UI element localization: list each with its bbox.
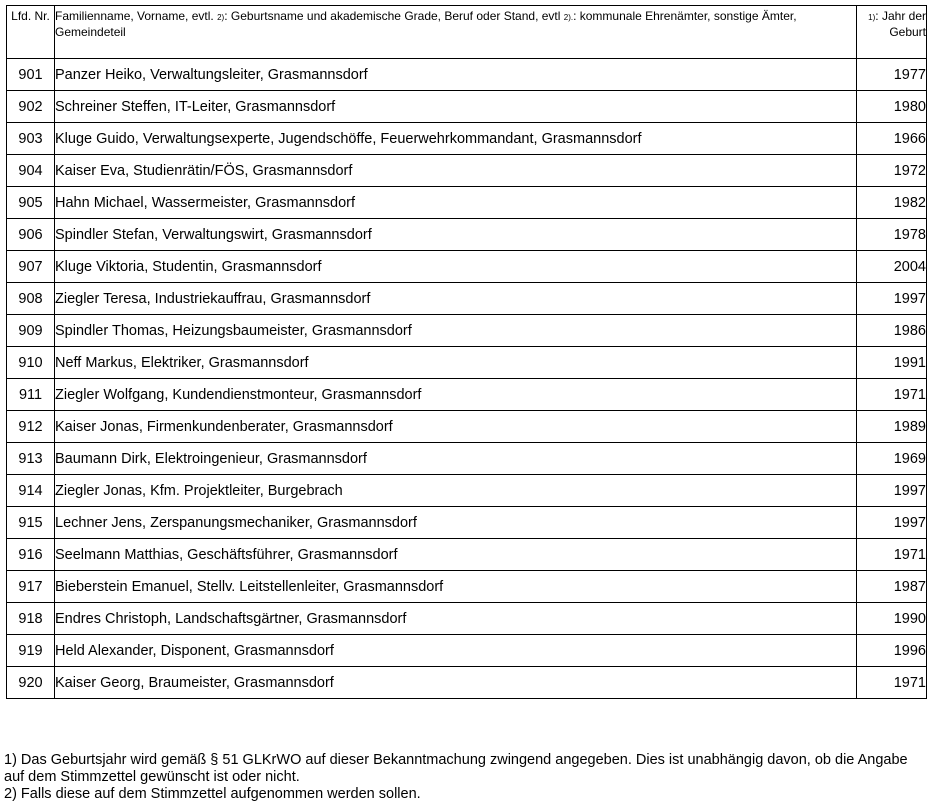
candidate-birth-year: 1997	[857, 283, 927, 315]
candidate-name-details: Hahn Michael, Wassermeister, Grasmannsdorf	[55, 187, 857, 219]
candidate-birth-year: 1997	[857, 475, 927, 507]
candidate-name-details: Schreiner Steffen, IT-Leiter, Grasmannsdorf	[55, 91, 857, 123]
table-row	[7, 91, 927, 123]
candidate-number: 908	[7, 283, 55, 315]
table-row	[7, 283, 927, 315]
candidate-name-details: Kaiser Eva, Studienrätin/FÖS, Grasmannsdorf	[55, 155, 857, 187]
candidate-birth-year: 1977	[857, 59, 927, 91]
header-name-details	[55, 6, 857, 59]
candidate-number: 901	[7, 59, 55, 91]
candidate-number: 912	[7, 411, 55, 443]
candidate-name-details: Ziegler Teresa, Industriekauffrau, Grasmannsdorf	[55, 283, 857, 315]
candidate-number: 914	[7, 475, 55, 507]
candidate-name-details: Ziegler Jonas, Kfm. Projektleiter, Burgebrach	[55, 475, 857, 507]
table-row	[7, 635, 927, 667]
candidate-number: 911	[7, 379, 55, 411]
candidate-name-details: Kaiser Georg, Braumeister, Grasmannsdorf	[55, 667, 857, 699]
candidate-birth-year: 1969	[857, 443, 927, 475]
candidate-birth-year: 1986	[857, 315, 927, 347]
table-row	[7, 59, 927, 91]
candidate-name-details: Spindler Stefan, Verwaltungswirt, Grasmannsdorf	[55, 219, 857, 251]
table-row	[7, 123, 927, 155]
candidate-name-details: Spindler Thomas, Heizungsbaumeister, Grasmannsdorf	[55, 315, 857, 347]
footnote-2: 2) Falls diese auf dem Stimmzettel aufgenommen werden sollen.	[4, 786, 421, 802]
candidate-name-details: Kluge Guido, Verwaltungsexperte, Jugendschöffe, Feuerwehrkommandant, Grasmannsdorf	[55, 123, 857, 155]
candidate-birth-year: 1997	[857, 507, 927, 539]
table-row	[7, 571, 927, 603]
table-row	[7, 187, 927, 219]
candidate-name-details: Bieberstein Emanuel, Stellv. Leitstellenleiter, Grasmannsdorf	[55, 571, 857, 603]
candidate-name-details: Held Alexander, Disponent, Grasmannsdorf	[55, 635, 857, 667]
candidate-birth-year: 1991	[857, 347, 927, 379]
table-row	[7, 443, 927, 475]
table-row	[7, 379, 927, 411]
candidate-name-details: Neff Markus, Elektriker, Grasmannsdorf	[55, 347, 857, 379]
candidate-number: 902	[7, 91, 55, 123]
candidate-number: 916	[7, 539, 55, 571]
candidate-birth-year: 1978	[857, 219, 927, 251]
header-birth-year	[857, 6, 927, 59]
candidate-birth-year: 1971	[857, 539, 927, 571]
header-name-text-2: : Geburtsname und akademische Grade, Beruf oder Stand, evtl	[224, 9, 561, 23]
candidate-number: 904	[7, 155, 55, 187]
candidate-name-details: Baumann Dirk, Elektroingenieur, Grasmannsdorf	[55, 443, 857, 475]
candidate-name-details: Kluge Viktoria, Studentin, Grasmannsdorf	[55, 251, 857, 283]
candidate-number: 919	[7, 635, 55, 667]
footnote-ref-2: 2)	[217, 13, 225, 22]
candidate-name-details: Endres Christoph, Landschaftsgärtner, Grasmannsdorf	[55, 603, 857, 635]
candidate-name-details: Kaiser Jonas, Firmenkundenberater, Grasmannsdorf	[55, 411, 857, 443]
candidate-number: 906	[7, 219, 55, 251]
candidate-number: 905	[7, 187, 55, 219]
footnote-ref-1: 1)	[868, 13, 876, 22]
candidate-birth-year: 1990	[857, 603, 927, 635]
candidate-number: 913	[7, 443, 55, 475]
table-row	[7, 411, 927, 443]
table-row	[7, 475, 927, 507]
footnote-ref-2-second: 2).	[563, 13, 574, 22]
candidate-birth-year: 1996	[857, 635, 927, 667]
candidate-number: 920	[7, 667, 55, 699]
table-row	[7, 667, 927, 699]
candidate-name-details: Lechner Jens, Zerspanungsmechaniker, Grasmannsdorf	[55, 507, 857, 539]
candidate-name-details: Ziegler Wolfgang, Kundendienstmonteur, Grasmannsdorf	[55, 379, 857, 411]
table-row	[7, 219, 927, 251]
candidate-birth-year: 1980	[857, 91, 927, 123]
table-row	[7, 347, 927, 379]
header-lfd-nr: Lfd. Nr.	[7, 6, 55, 59]
candidate-birth-year: 1972	[857, 155, 927, 187]
candidate-birth-year: 1987	[857, 571, 927, 603]
candidate-birth-year: 1971	[857, 667, 927, 699]
footnote-1: 1) Das Geburtsjahr wird gemäß § 51 GLKrWO auf dieser Bekanntmachung zwingend angegeben. Dies ist unabhängig davon, ob die Angabe auf dem Stimmzettel gewünscht ist oder nicht.	[4, 752, 908, 785]
candidate-birth-year: 1989	[857, 411, 927, 443]
candidate-birth-year: 1966	[857, 123, 927, 155]
table-row	[7, 507, 927, 539]
table-row	[7, 603, 927, 635]
table-body	[7, 59, 927, 699]
candidate-number: 909	[7, 315, 55, 347]
candidate-number: 910	[7, 347, 55, 379]
header-year-text: : Jahr der Geburt	[875, 9, 926, 39]
candidate-name-details: Seelmann Matthias, Geschäftsführer, Grasmannsdorf	[55, 539, 857, 571]
table-row	[7, 315, 927, 347]
candidate-number: 907	[7, 251, 55, 283]
footnotes	[4, 752, 929, 803]
table-row	[7, 539, 927, 571]
candidate-number: 903	[7, 123, 55, 155]
table-row	[7, 155, 927, 187]
candidate-birth-year: 2004	[857, 251, 927, 283]
candidate-birth-year: 1971	[857, 379, 927, 411]
candidate-number: 918	[7, 603, 55, 635]
candidate-birth-year: 1982	[857, 187, 927, 219]
candidate-table	[6, 5, 927, 699]
candidate-name-details: Panzer Heiko, Verwaltungsleiter, Grasmannsdorf	[55, 59, 857, 91]
header-name-text-1: Familienname, Vorname, evtl.	[55, 9, 214, 23]
table-header-row	[7, 6, 927, 59]
candidate-number: 917	[7, 571, 55, 603]
table-row	[7, 251, 927, 283]
candidate-number: 915	[7, 507, 55, 539]
header-name-text-3: : kommunale Ehrenämter, sonstige Ämter, Gemeindeteil	[55, 9, 797, 39]
